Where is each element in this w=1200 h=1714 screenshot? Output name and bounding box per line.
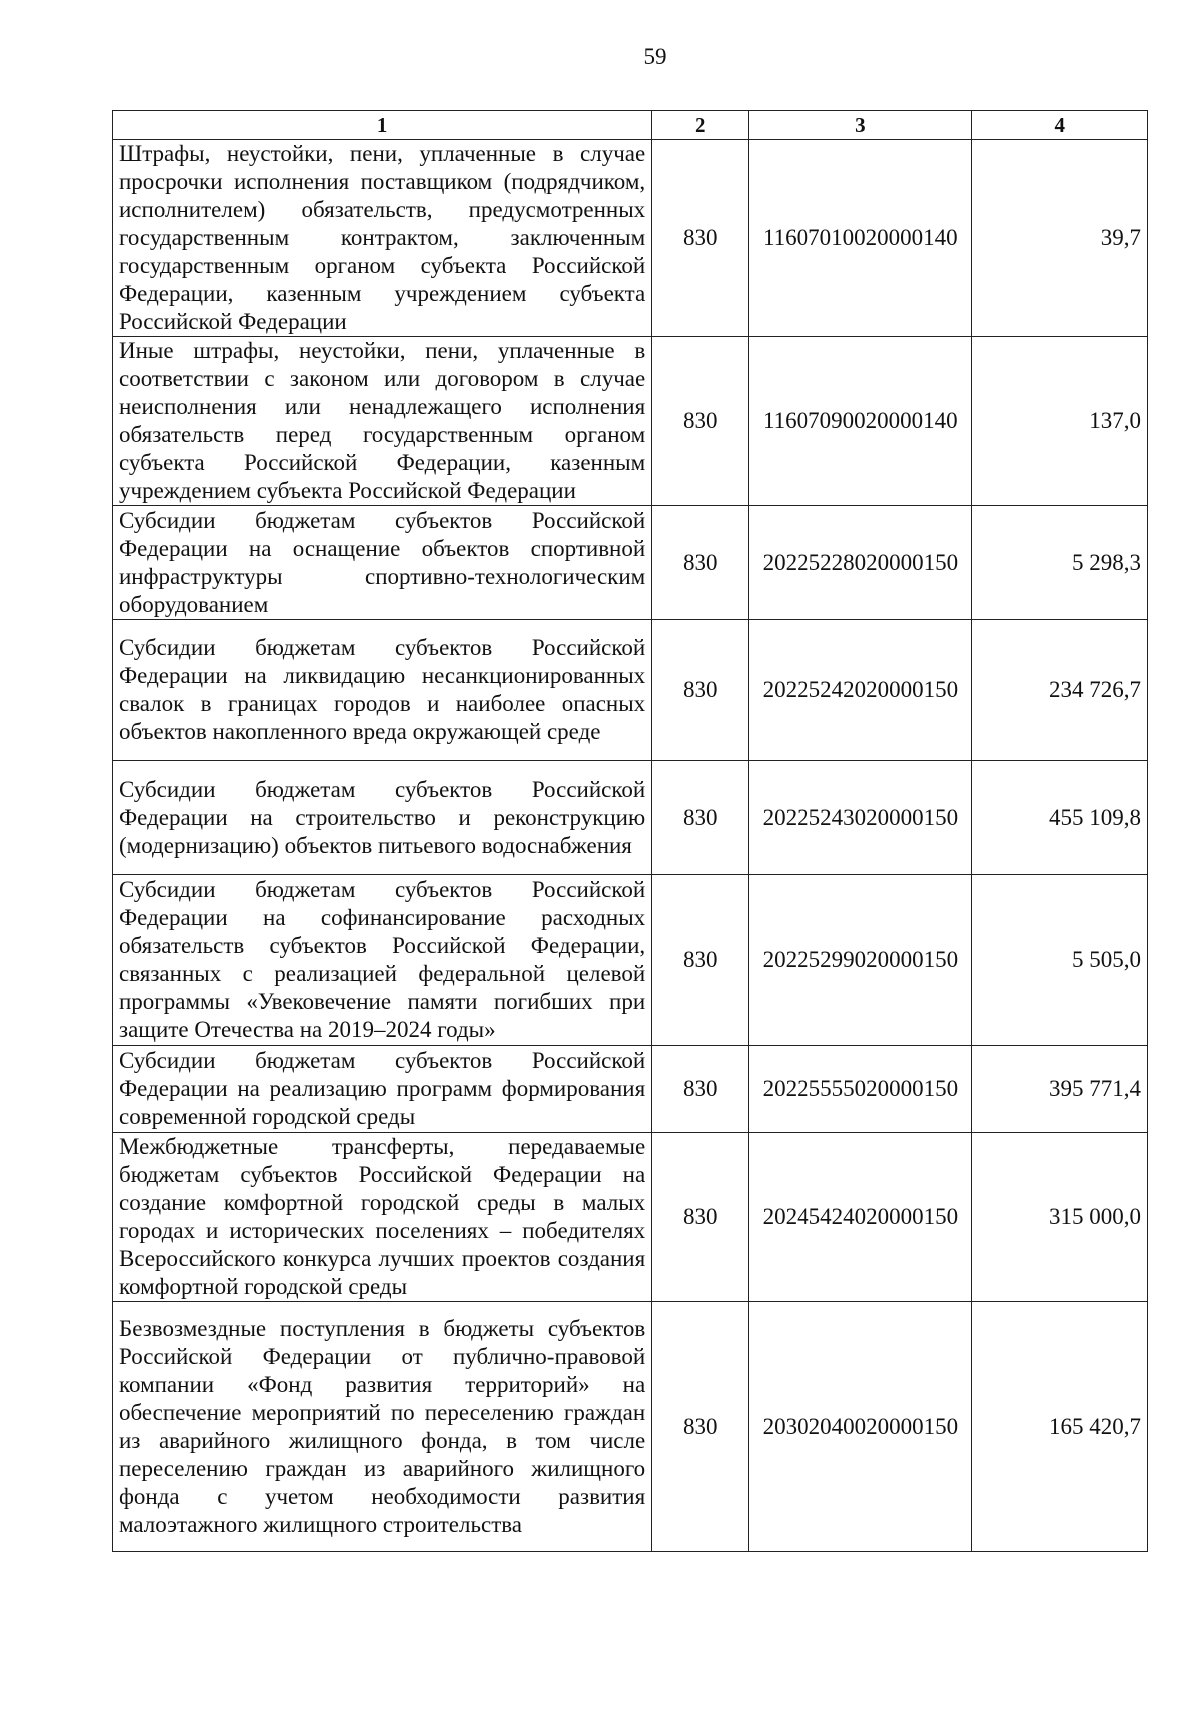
amount-cell: 5 298,3 bbox=[972, 506, 1148, 620]
amount-cell: 395 771,4 bbox=[972, 1046, 1148, 1133]
table-row bbox=[113, 140, 1148, 337]
budget-code-cell: 20245424020000150 bbox=[749, 1133, 972, 1302]
admin-code-cell: 830 bbox=[652, 337, 749, 506]
admin-code-cell: 830 bbox=[652, 875, 749, 1046]
amount-cell: 137,0 bbox=[972, 337, 1148, 506]
admin-code-cell: 830 bbox=[652, 620, 749, 761]
amount-cell: 315 000,0 bbox=[972, 1133, 1148, 1302]
budget-code-cell: 11607010020000140 bbox=[749, 140, 972, 337]
amount-cell: 165 420,7 bbox=[972, 1302, 1148, 1552]
revenue-name-cell: Субсидии бюджетам субъектов Российской Федерации на ликвидацию несанкционированных свалок в границах городов и наиболее опасных объектов накопленного вреда окружающей среде bbox=[113, 620, 652, 761]
table-row bbox=[113, 1046, 1148, 1133]
amount-cell: 39,7 bbox=[972, 140, 1148, 337]
page-number: 59 bbox=[643, 44, 667, 69]
column-header: 4 bbox=[972, 111, 1148, 140]
table-row bbox=[113, 875, 1148, 1046]
table-row bbox=[113, 506, 1148, 620]
revenue-name-cell: Субсидии бюджетам субъектов Российской Федерации на реализацию программ формирования современной городской среды bbox=[113, 1046, 652, 1133]
revenue-name-cell: Субсидии бюджетам субъектов Российской Федерации на софинансирование расходных обязательств субъектов Российской Федерации, связанных с реализацией федеральной целевой программы «Увековечение памяти погибших при защите Отечества на 2019–2024 годы» bbox=[113, 875, 652, 1046]
budget-code-cell: 20225555020000150 bbox=[749, 1046, 972, 1133]
admin-code-cell: 830 bbox=[652, 1133, 749, 1302]
budget-code-cell: 20225242020000150 bbox=[749, 620, 972, 761]
table-row bbox=[113, 337, 1148, 506]
revenue-name-cell: Иные штрафы, неустойки, пени, уплаченные в соответствии с законом или договором в случае неисполнения или ненадлежащего исполнения обязательств перед государственным органом субъекта Российской Федерации, казенным учреждением субъекта Российской Федерации bbox=[113, 337, 652, 506]
revenue-name-cell: Безвозмездные поступления в бюджеты субъектов Российской Федерации от публично-правовой компании «Фонд развития территорий» на обеспечение мероприятий по переселению граждан из аварийного жилищного фонда, в том числе переселению граждан из аварийного жилищного фонда с учетом необходимости развития малоэтажного жилищного строительства bbox=[113, 1302, 652, 1552]
budget-code-cell: 20302040020000150 bbox=[749, 1302, 972, 1552]
admin-code-cell: 830 bbox=[652, 1302, 749, 1552]
admin-code-cell: 830 bbox=[652, 140, 749, 337]
table-row bbox=[113, 1133, 1148, 1302]
budget-code-cell: 20225243020000150 bbox=[749, 761, 972, 875]
amount-cell: 5 505,0 bbox=[972, 875, 1148, 1046]
table-row bbox=[113, 1302, 1148, 1552]
budget-code-cell: 11607090020000140 bbox=[749, 337, 972, 506]
budget-code-cell: 20225228020000150 bbox=[749, 506, 972, 620]
column-header: 3 bbox=[749, 111, 972, 140]
table-row bbox=[113, 761, 1148, 875]
budget-code-cell: 20225299020000150 bbox=[749, 875, 972, 1046]
revenue-name-cell: Штрафы, неустойки, пени, уплаченные в случае просрочки исполнения поставщиком (подрядчиком, исполнителем) обязательств, предусмотренных государственным контрактом, заключенным государственным органом субъекта Российской Федерации, казенным учреждением субъекта Российской Федерации bbox=[113, 140, 652, 337]
revenue-name-cell: Субсидии бюджетам субъектов Российской Федерации на оснащение объектов спортивной инфраструктуры спортивно-технологическим оборудованием bbox=[113, 506, 652, 620]
amount-cell: 455 109,8 bbox=[972, 761, 1148, 875]
amount-cell: 234 726,7 bbox=[972, 620, 1148, 761]
admin-code-cell: 830 bbox=[652, 1046, 749, 1133]
admin-code-cell: 830 bbox=[652, 761, 749, 875]
revenue-name-cell: Межбюджетные трансферты, передаваемые бюджетам субъектов Российской Федерации на создание комфортной городской среды в малых городах и исторических поселениях – победителях Всероссийского конкурса лучших проектов создания комфортной городской среды bbox=[113, 1133, 652, 1302]
column-header: 2 bbox=[652, 111, 749, 140]
admin-code-cell: 830 bbox=[652, 506, 749, 620]
revenue-name-cell: Субсидии бюджетам субъектов Российской Федерации на строительство и реконструкцию (модернизацию) объектов питьевого водоснабжения bbox=[113, 761, 652, 875]
table-row bbox=[113, 620, 1148, 761]
table-header-row bbox=[113, 111, 1148, 140]
budget-revenue-table bbox=[112, 110, 1148, 1552]
column-header: 1 bbox=[113, 111, 652, 140]
